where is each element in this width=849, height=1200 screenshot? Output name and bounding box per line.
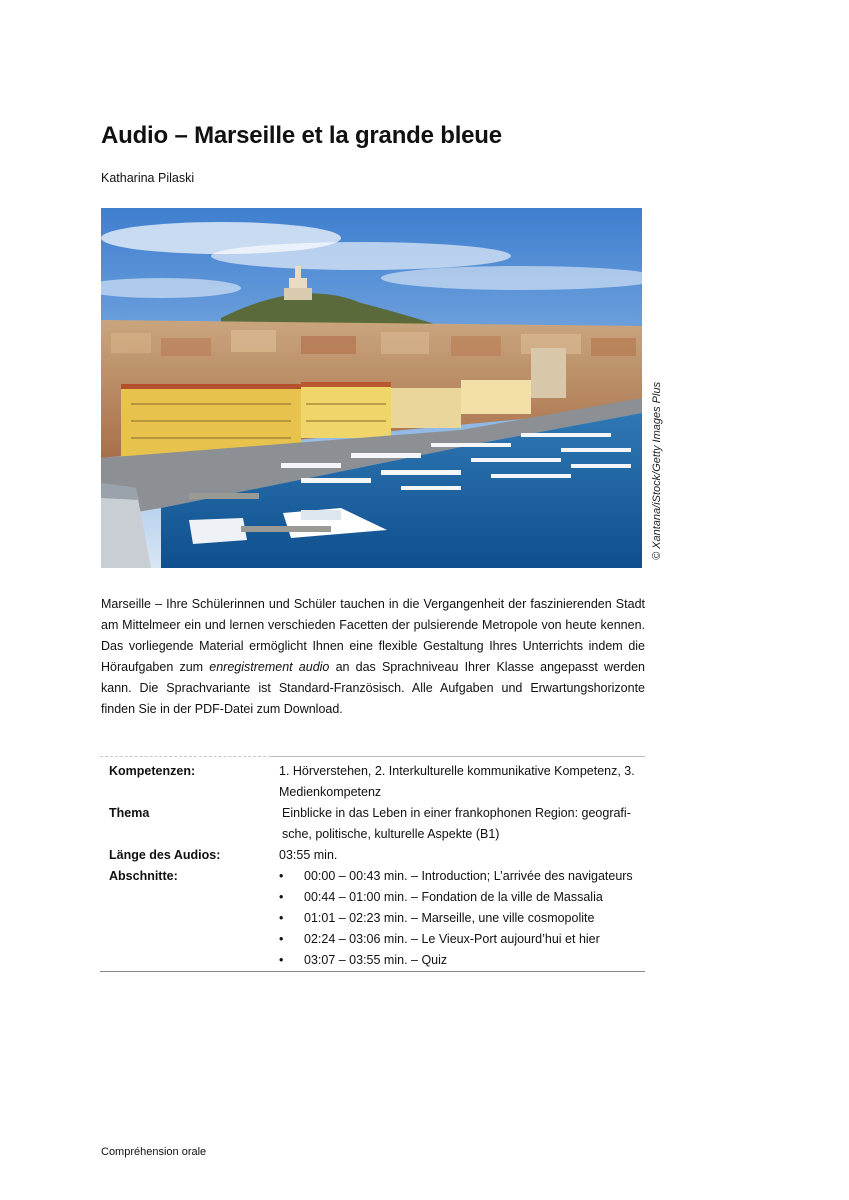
list-item <box>279 866 645 887</box>
abschnitte-label: Abschnitte: <box>100 866 271 972</box>
abschnitt-text: 02:24 – 03:06 min. – Le Vieux-Port aujourd’hui et hier <box>304 932 600 946</box>
list-item <box>279 887 645 908</box>
bullet-icon: • <box>279 953 284 967</box>
table-row-kompetenzen <box>100 757 645 804</box>
kompetenzen-label: Kompetenzen: <box>100 757 271 804</box>
table-row-thema <box>100 803 645 845</box>
thema-label: Thema <box>109 806 150 820</box>
list-item <box>279 929 645 950</box>
intro-text-part1: Marseille – Ihre Schülerinnen und Schüler tauchen in die Vergangenheit der faszinierenden Stadt am Mittelmeer ein und lernen verschieden Facetten der pulsierende Metropole von heute kennen. Das vorliegende Material ermöglicht Ihnen eine flexible Gestaltung Ihres Unterrichts indem die Höraufgaben zum <box>101 597 645 674</box>
intro-text-part2: an das Sprachniveau Ihrer Klasse angepasst werden kann. Die Sprachvariante ist Standard-Französisch. Alle Aufgaben und Erwartungshorizonte finden Sie in der PDF-Datei zum Download. <box>101 660 646 716</box>
page-footer: Compréhension orale <box>101 1146 207 1158</box>
bullet-icon: • <box>279 911 284 925</box>
abschnitt-text: 01:01 – 02:23 min. – Marseille, une ville cosmopolite <box>304 911 595 925</box>
list-item <box>279 908 645 929</box>
intro-emphasis: enregistrement audio <box>209 660 330 674</box>
bullet-icon: • <box>279 890 284 904</box>
bullet-icon: • <box>279 932 284 946</box>
marseille-harbor-photo <box>101 208 642 568</box>
table-row-laenge <box>100 845 645 866</box>
abschnitt-text: 00:00 – 00:43 min. – Introduction; L’arrivée des navigateurs <box>304 869 633 883</box>
kompetenzen-value: 1. Hörverstehen, 2. Interkulturelle kommunikative Kompetenz, 3. Medienkompetenz <box>271 757 645 804</box>
page-title: Audio – Marseille et la grande bleue <box>101 122 502 149</box>
intro-paragraph <box>101 594 645 720</box>
abschnitt-text: 00:44 – 01:00 min. – Fondation de la ville de Massalia <box>304 890 603 904</box>
abschnitte-value <box>271 866 645 972</box>
laenge-value: 03:55 min. <box>279 848 338 862</box>
abschnitt-text: 03:07 – 03:55 min. – Quiz <box>304 953 448 967</box>
author-name: Katharina Pilaski <box>101 171 195 185</box>
abschnitte-list <box>279 866 645 971</box>
bullet-icon: • <box>279 869 284 883</box>
thema-value: Einblicke in das Leben in einer frankophonen Region: geografische, politische, kulturelle Aspekte (B1) <box>282 806 631 841</box>
info-table <box>100 756 645 972</box>
list-item <box>279 950 645 971</box>
table-row-abschnitte <box>100 866 645 972</box>
laenge-label: Länge des Audios: <box>109 848 221 862</box>
photo-credit: © Xantana/iStock/Getty Images Plus <box>651 381 663 560</box>
